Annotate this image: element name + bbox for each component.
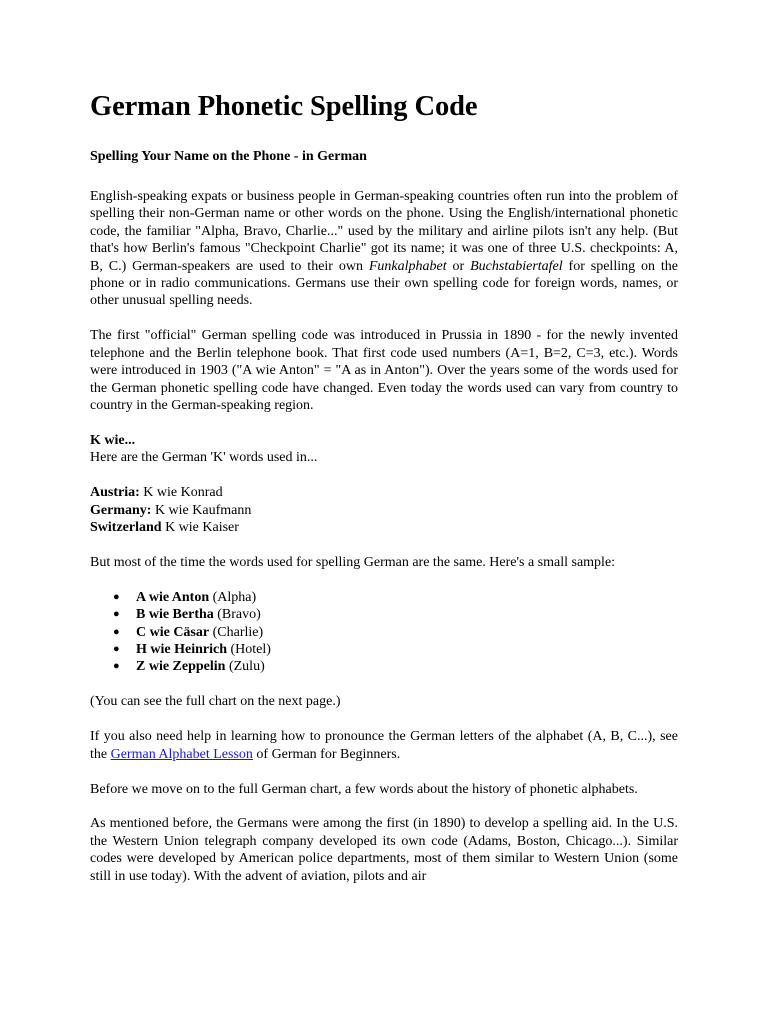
region-list	[90, 484, 678, 536]
list-item	[113, 658, 678, 675]
buchstabiertafel-term: Buchstabiertafel	[470, 258, 563, 274]
list-item	[113, 624, 678, 641]
sample-list	[90, 589, 678, 676]
funkalphabet-term: Funkalphabet	[368, 258, 447, 274]
german-word: B wie Bertha	[136, 607, 214, 623]
german-alphabet-lesson-link[interactable]: German Alphabet Lesson	[110, 746, 253, 762]
english-word: (Alpha)	[209, 589, 257, 605]
page-title: German Phonetic Spelling Code	[90, 91, 478, 122]
intro-text-2: for spelling on the phone or in radio communications. Germans use their own spelling code for foreign words, names, or other unusual spelling needs.	[90, 258, 678, 309]
bullet-icon: ●	[113, 643, 120, 656]
subtitle: Spelling Your Name on the Phone - in German	[90, 149, 367, 164]
region-word: K wie Kaiser	[161, 520, 239, 535]
bullet-icon: ●	[113, 608, 120, 621]
before-chart-paragraph: Before we move on to the full German chart, a few words about the history of phonetic alphabets.	[90, 781, 638, 797]
german-word: H wie Heinrich	[136, 642, 227, 658]
list-item	[113, 589, 678, 606]
help-text-after: of German for Beginners.	[252, 746, 401, 762]
region-country: Switzerland	[90, 520, 162, 535]
english-word: (Bravo)	[213, 607, 261, 623]
intro-paragraph	[90, 188, 678, 310]
region-austria	[90, 484, 678, 501]
intro-text-1: English-speaking expats or business people in German-speaking countries often run into the problem of spelling their non-German name or other words on the phone. Using the English/international phonetic code, the familiar "Alpha, Bravo, Charlie..." used by the military and airline pilots isn't any help. (But that's how Berlin's famous "Checkpoint Charlie" got its name; it was one of three U.S. checkpoints: A, B, C.) German-speakers are used to their own	[90, 189, 678, 274]
german-word: Z wie Zeppelin	[136, 659, 226, 675]
english-word: (Hotel)	[227, 642, 271, 658]
german-word: A wie Anton	[136, 589, 210, 605]
history-paragraph: The first "official" German spelling code was introduced in Prussia in 1890 - for the newly invented telephone and the Berlin telephone book. That first code used numbers (A=1, B=2, C=3, etc.). Words were introduced in 1903 ("A wie Anton" = "A as in Anton"). Over the years some of the words used for the German phonetic spelling code have changed. Even today the words used can vary from country to country in the German-speaking region.	[90, 328, 678, 413]
help-text-before: If you also need help in learning how to pronounce the German letters of the alphabet (A, B, C...), see the	[90, 729, 678, 762]
bullet-icon: ●	[113, 625, 120, 638]
sample-intro: But most of the time the words used for spelling German are the same. Here's a small sample:	[90, 554, 616, 570]
k-wie-section	[90, 432, 678, 467]
bullet-icon: ●	[113, 590, 120, 603]
region-word: K wie Kaufmann	[151, 502, 252, 518]
k-wie-intro: Here are the German 'K' words used in...	[90, 450, 318, 466]
bullet-icon: ●	[113, 660, 120, 673]
intro-or: or	[446, 258, 471, 274]
chart-note: (You can see the full chart on the next page.)	[90, 694, 341, 710]
help-paragraph	[90, 728, 678, 763]
german-word: C wie Cäsar	[136, 624, 210, 640]
region-switzerland	[90, 519, 678, 536]
region-country: Austria:	[90, 485, 140, 501]
list-item	[113, 606, 678, 623]
mentioned-paragraph: As mentioned before, the Germans were among the first (in 1890) to develop a spelling aid. In the U.S. the Western Union telegraph company developed its own code (Adams, Boston, Chicago...). Similar codes were developed by American police departments, most of them similar to Western Union (some still in use today). With the advent of aviation, pilots and air	[90, 816, 678, 884]
english-word: (Charlie)	[209, 624, 264, 640]
k-wie-heading: K wie...	[90, 432, 136, 448]
region-country: Germany:	[90, 502, 152, 518]
english-word: (Zulu)	[225, 659, 265, 675]
region-germany	[90, 502, 678, 519]
region-word: K wie Konrad	[139, 485, 223, 501]
list-item	[113, 641, 678, 658]
